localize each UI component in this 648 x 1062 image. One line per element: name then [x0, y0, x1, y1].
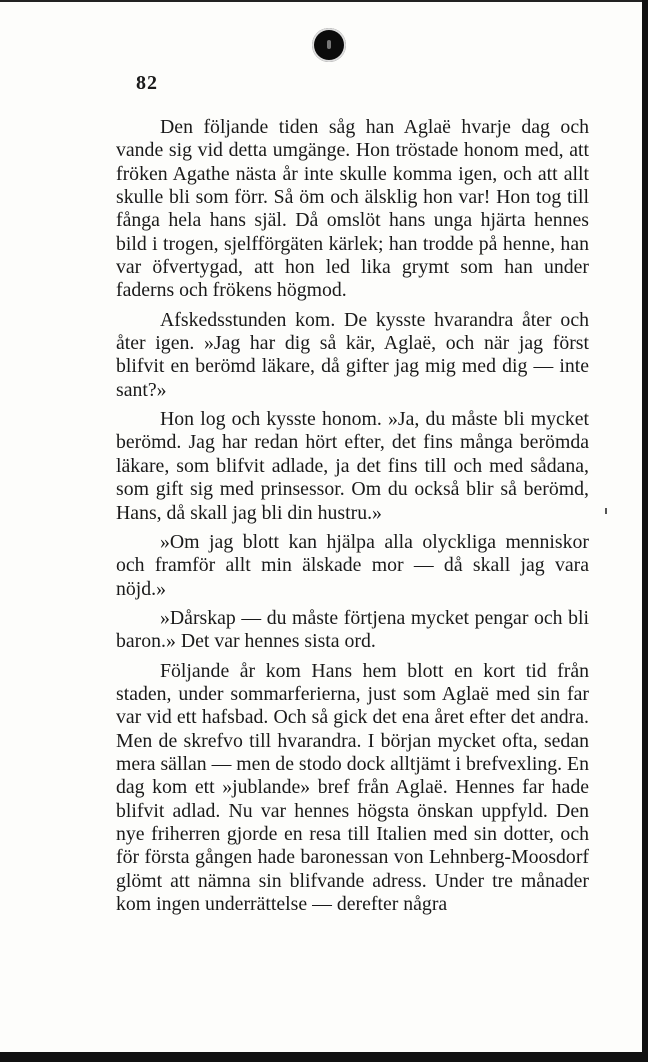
- scan-speck: [605, 508, 607, 514]
- scan-top-edge: [0, 0, 648, 2]
- paragraph: Följande år kom Hans hem blott en kort tid från staden, under sommarferierna, just som Aglaë med sin far var vid ett hafsbad. Och så gick det ena året efter det andra. Men de skrefvo till hvarandra. I början mycket ofta, sedan mera sällan — men de stodo dock alltjämt i brefvexling. En dag kom ett »jublande» bref från Aglaë. Hennes far hade blifvit adlad. Nu var hennes högsta önskan uppfyld. Den nye friherren gjorde en resa till Italien med sin dotter, och för första gången hade baronessan von Lehnberg-Moosdorf glömt att nämna sin blifvande adress. Under tre månader kom ingen underrättelse — derefter några: [116, 659, 589, 915]
- paragraph: »Om jag blott kan hjälpa alla olyckliga menniskor och framför allt min älskade mor — då skall jag vara nöjd.»: [116, 530, 589, 600]
- paragraph: »Dårskap — du måste förtjena mycket pengar och bli baron.» Det var hennes sista ord.: [116, 606, 589, 653]
- scan-right-edge: [642, 0, 648, 1062]
- body-text: [116, 116, 589, 916]
- punch-hole-mark: [312, 28, 346, 62]
- paragraph: Den följande tiden såg han Aglaë hvarje dag och vande sig vid detta umgänge. Hon tröstade honom med, att fröken Agathe nästa år inte skulle komma igen, och att allt skulle bli som förr. Så öm och älsklig hon var! Hon tog till fånga hela hans själ. Då omslöt hans unga hjärta hennes bild i trogen, sjelfförgäten kärlek; han trodde på henne, han var öfvertygad, att hon led lika grymt som han under faderns och frökens högmod.: [116, 116, 589, 302]
- paragraph: Hon log och kysste honom. »Ja, du måste bli mycket berömd. Jag har redan hört efter, det fins många berömda läkare, som blifvit adlade, ja det fins till och med sådana, som gift sig med prinsessor. Om du också blir så berömd, Hans, då skall jag bli din hustru.»: [116, 408, 589, 524]
- page-number: 82: [136, 72, 158, 94]
- scan-bottom-edge: [0, 1052, 648, 1062]
- paragraph: Afskedsstunden kom. De kysste hvarandra åter och åter igen. »Jag har dig så kär, Aglaë, och när jag först blifvit en berömd läkare, då gifter jag mig med dig — inte sant?»: [116, 308, 589, 401]
